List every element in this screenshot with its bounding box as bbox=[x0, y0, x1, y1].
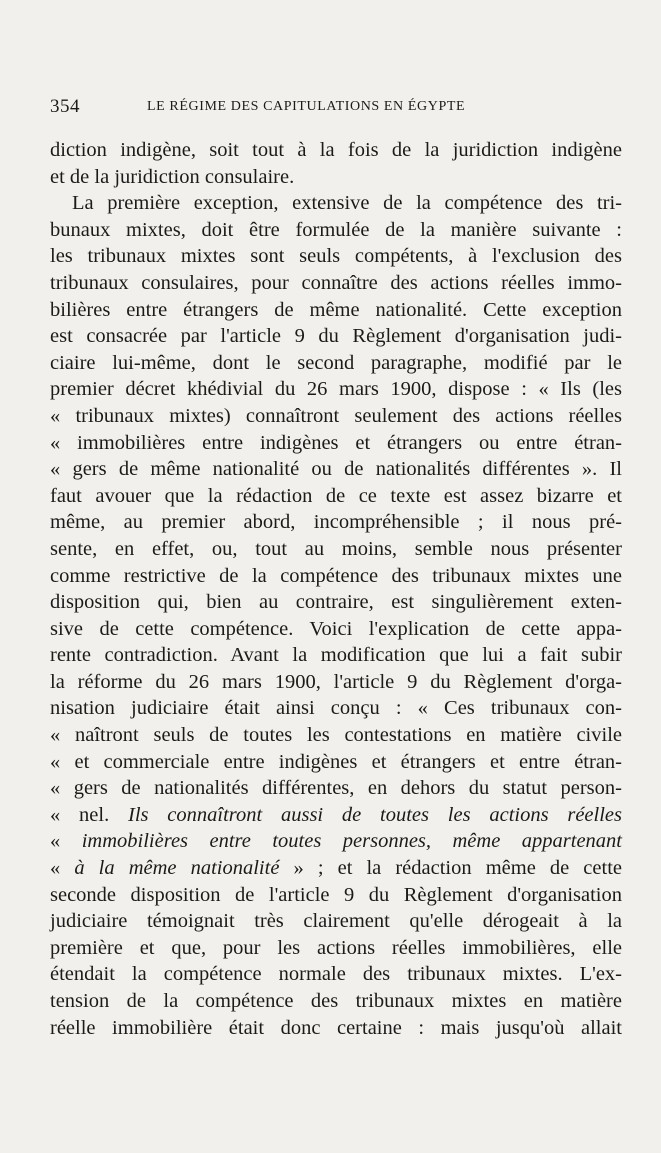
text-line bbox=[50, 430, 622, 457]
text-line-roman: « gers de même nationalité ou de nationalités différentes ». Il bbox=[50, 458, 622, 481]
text-line bbox=[50, 669, 622, 696]
text-line bbox=[50, 217, 622, 244]
text-line bbox=[50, 350, 622, 377]
text-line bbox=[50, 323, 622, 350]
text-line-roman: les tribunaux mixtes sont seuls compétents, à l'exclusion des bbox=[50, 245, 622, 268]
text-line bbox=[50, 828, 622, 855]
text-line-roman: La première exception, extensive de la compétence des tri- bbox=[72, 192, 622, 215]
text-line-after: » ; et la rédaction même de cette bbox=[279, 857, 622, 880]
text-line bbox=[50, 483, 622, 510]
text-line-italic: à la même nationalité bbox=[74, 857, 280, 880]
text-line-roman: bunaux mixtes, doit être formulée de la manière suivante : bbox=[50, 218, 622, 241]
text-line-roman: « et commerciale entre indigènes et étrangers et entre étran- bbox=[50, 750, 622, 773]
text-line-roman: tension de la compétence des tribunaux mixtes en matière bbox=[50, 990, 622, 1012]
text-line bbox=[50, 403, 622, 430]
text-line-roman: rente contradiction. Avant la modification que lui a fait subir bbox=[50, 644, 622, 667]
text-line-roman: « naîtront seuls de toutes les contestations en matière civile bbox=[50, 724, 622, 747]
text-line-roman: faut avouer que la rédaction de ce texte est assez bizarre et bbox=[50, 484, 622, 507]
text-line-roman: premier décret khédivial du 26 mars 1900, dispose : « Ils (les bbox=[50, 378, 622, 401]
text-line bbox=[50, 908, 622, 935]
text-line-roman: et de la juridiction consulaire. bbox=[50, 165, 295, 188]
text-line-roman: « tribunaux mixtes) connaîtront seulement des actions réelles bbox=[50, 404, 622, 427]
text-line-italic: Ils connaîtront aussi de toutes les actions réelles bbox=[128, 803, 622, 826]
text-line-roman: réelle immobilière était donc certaine : mais jusqu'où allait bbox=[50, 1016, 622, 1039]
text-line-roman: comme restrictive de la compétence des tribunaux mixtes une bbox=[50, 564, 622, 587]
text-line bbox=[50, 882, 622, 909]
text-line-roman: étendait la compétence normale des tribunaux mixtes. L'ex- bbox=[50, 963, 622, 986]
text-line-roman: la réforme du 26 mars 1900, l'article 9 du Règlement d'orga- bbox=[50, 670, 622, 693]
text-line bbox=[50, 456, 622, 483]
text-line bbox=[50, 270, 622, 297]
text-line-roman: « nel. bbox=[50, 803, 128, 826]
text-line-roman: est consacrée par l'article 9 du Règlement d'organisation judi- bbox=[50, 325, 622, 348]
text-line bbox=[50, 749, 622, 776]
text-line-roman: sente, en effet, ou, tout au moins, semble nous présenter bbox=[50, 537, 622, 560]
text-line-roman: « immobilières entre indigènes et étrangers ou entre étran- bbox=[50, 431, 622, 454]
text-line-roman: « gers de nationalités différentes, en dehors du statut person- bbox=[50, 777, 622, 800]
text-line bbox=[50, 536, 622, 563]
text-line bbox=[50, 642, 622, 669]
text-line bbox=[50, 935, 622, 962]
text-line bbox=[50, 376, 622, 403]
text-line-roman: ciaire lui-même, dont le second paragraphe, modifié par le bbox=[50, 351, 622, 374]
text-line-roman: sive de cette compétence. Voici l'explication de cette appa- bbox=[50, 617, 622, 640]
text-line-roman: diction indigène, soit tout à la fois de la juridiction indigène bbox=[50, 139, 622, 161]
text-line-italic: immobilières entre toutes personnes, même appartenant bbox=[81, 830, 622, 853]
text-line bbox=[50, 988, 622, 1015]
text-line-roman: même, au premier abord, incompréhensible ; il nous pré- bbox=[50, 511, 622, 534]
text-line-roman: seconde disposition de l'article 9 du Règlement d'organisation bbox=[50, 883, 622, 906]
text-line bbox=[50, 190, 622, 217]
text-line bbox=[50, 855, 622, 882]
text-line-roman: première et que, pour les actions réelles immobilières, elle bbox=[50, 936, 622, 959]
text-line bbox=[50, 164, 622, 191]
text-line-roman: tribunaux consulaires, pour connaître des actions réelles immo- bbox=[50, 271, 622, 294]
text-line bbox=[50, 961, 622, 988]
text-line-roman: « bbox=[50, 857, 75, 880]
text-line-roman: nisation judiciaire était ainsi conçu : « Ces tribunaux con- bbox=[50, 697, 622, 720]
text-line bbox=[50, 137, 622, 164]
text-line bbox=[50, 616, 622, 643]
text-line bbox=[50, 722, 622, 749]
text-line bbox=[50, 563, 622, 590]
text-line-roman: bilières entre étrangers de même nationalité. Cette exception bbox=[50, 298, 622, 321]
text-line bbox=[50, 775, 622, 802]
body-text bbox=[50, 137, 622, 1041]
text-line-roman: disposition qui, bien au contraire, est singulièrement exten- bbox=[50, 591, 622, 614]
page-header bbox=[50, 96, 624, 120]
text-line-roman: judiciaire témoignait très clairement qu'elle dérogeait à la bbox=[50, 910, 622, 933]
text-line bbox=[50, 297, 622, 324]
page-number: 354 bbox=[50, 96, 80, 117]
text-line bbox=[50, 802, 622, 829]
text-line bbox=[50, 1015, 622, 1042]
text-line bbox=[50, 695, 622, 722]
text-line bbox=[50, 509, 622, 536]
text-line-roman: « bbox=[50, 830, 82, 853]
running-title: LE RÉGIME DES CAPITULATIONS EN ÉGYPTE bbox=[147, 99, 466, 114]
text-line bbox=[50, 589, 622, 616]
text-line bbox=[50, 243, 622, 270]
